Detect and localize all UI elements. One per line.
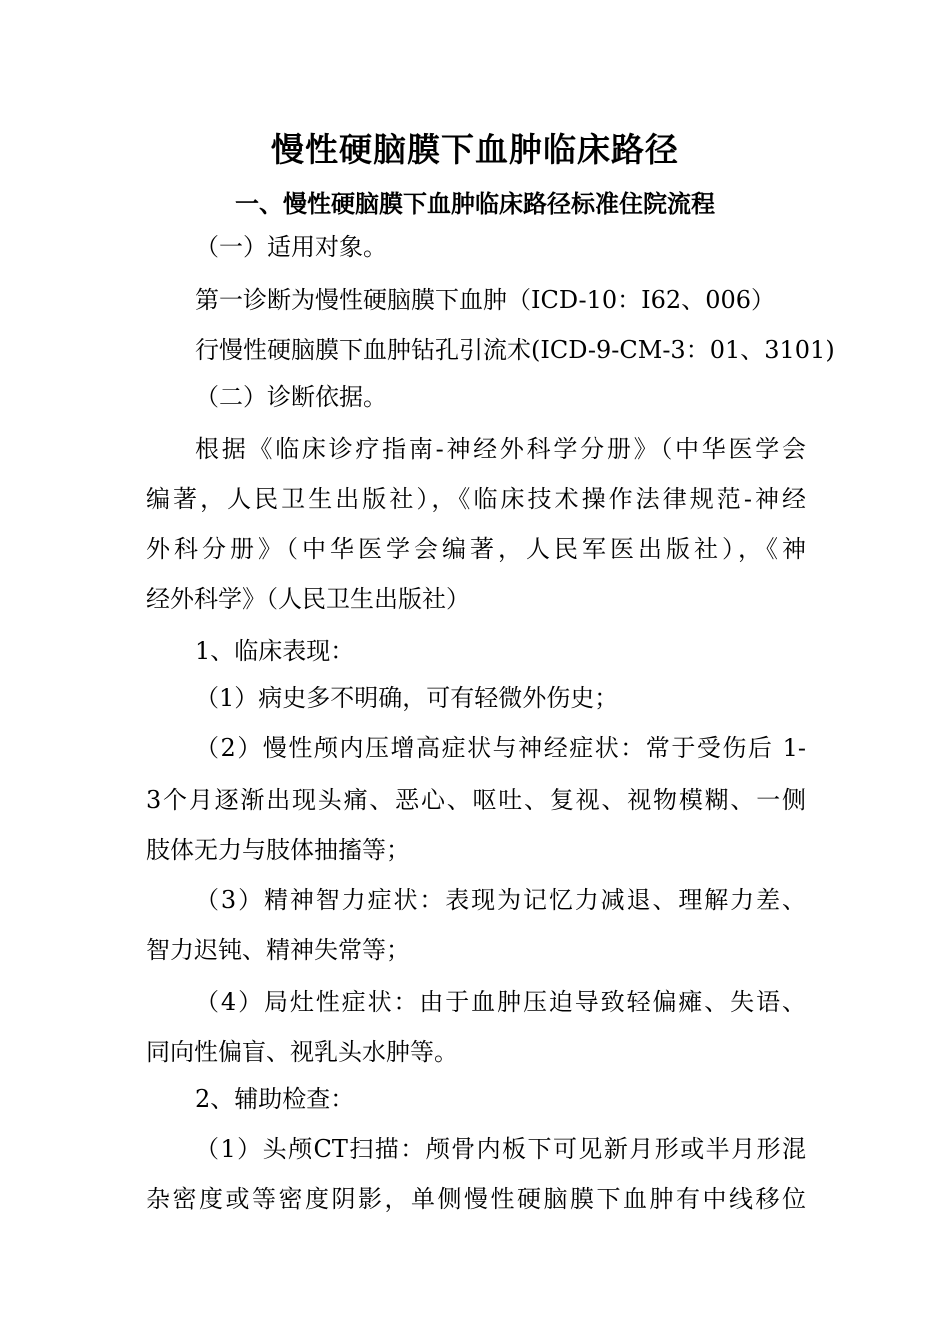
clinical-item: （1）病史多不明确，可有轻微外伤史； bbox=[195, 684, 619, 712]
clinical-heading: 1、临床表现： bbox=[195, 637, 355, 665]
document-title: 慢性硬脑膜下血肿临床路径 bbox=[271, 130, 679, 169]
aux-heading: 2、辅助检查： bbox=[195, 1085, 355, 1113]
basis-line: 编著，人民卫生出版社），《临床技术操作法律规范-神经 bbox=[146, 485, 806, 513]
procedure-line: 行慢性硬脑膜下血肿钻孔引流术(ICD-9-CM-3：01、3101) bbox=[195, 336, 835, 364]
clinical-item: （4）局灶性症状：由于血肿压迫导致轻偏瘫、失语、 bbox=[195, 988, 806, 1016]
clinical-item: 3个月逐渐出现头痛、恶心、呕吐、复视、视物模糊、一侧 bbox=[146, 786, 806, 814]
clinical-item: 同向性偏盲、视乳头水肿等。 bbox=[146, 1038, 458, 1066]
sub-1-heading: （一）适用对象。 bbox=[195, 233, 387, 261]
section-1-heading: 一、慢性硬脑膜下血肿临床路径标准住院流程 bbox=[235, 190, 715, 218]
clinical-item: （2）慢性颅内压增高症状与神经症状：常于受伤后 1- bbox=[195, 734, 806, 762]
sub-2-heading: （二）诊断依据。 bbox=[195, 383, 387, 411]
clinical-item: 智力迟钝、精神失常等； bbox=[146, 936, 410, 964]
basis-line: 经外科学》（人民卫生出版社） bbox=[146, 585, 470, 613]
clinical-item: 肢体无力与肢体抽搐等； bbox=[146, 836, 410, 864]
diagnosis-line: 第一诊断为慢性硬脑膜下血肿（ICD-10：I62、006） bbox=[195, 286, 776, 314]
aux-item: 杂密度或等密度阴影，单侧慢性硬脑膜下血肿有中线移位 bbox=[146, 1185, 806, 1213]
basis-line: 根据《临床诊疗指南-神经外科学分册》（中华医学会 bbox=[195, 435, 806, 463]
aux-item: （1）头颅CT扫描：颅骨内板下可见新月形或半月形混 bbox=[195, 1135, 806, 1163]
clinical-item: （3）精神智力症状：表现为记忆力减退、理解力差、 bbox=[195, 886, 806, 914]
basis-line: 外科分册》（中华医学会编著，人民军医出版社），《神 bbox=[146, 535, 806, 563]
